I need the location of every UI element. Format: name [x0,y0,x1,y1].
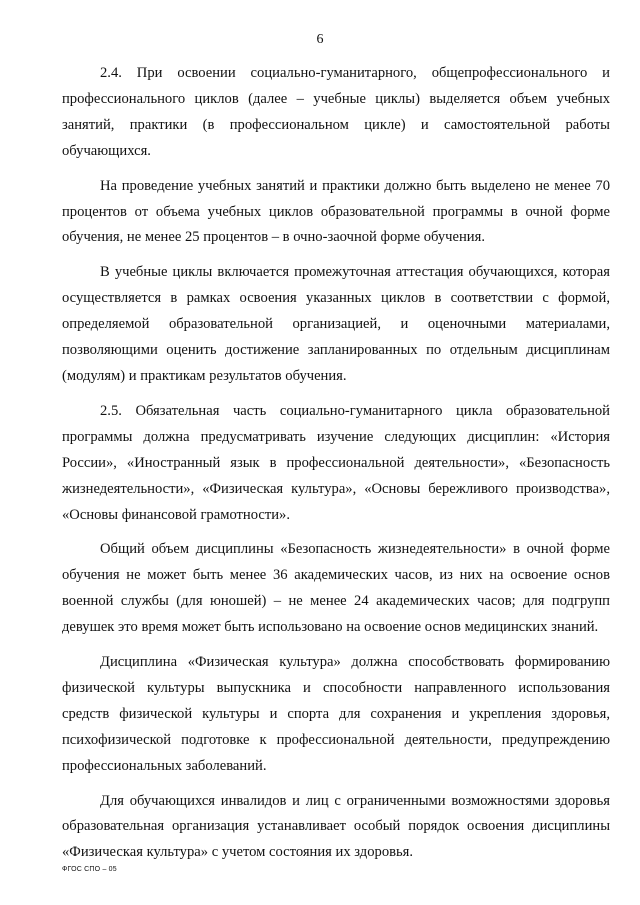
paragraph-2-5: 2.5. Обязательная часть социально-гуманитарного цикла образовательной программы должна предусматривать изучение следующих дисциплин: «История России», «Иностранный язык в профессиональной деятельности», «Безопасность жизнедеятельности», «Физическая культура», «Основы бережливого производства», «Основы финансовой грамотности». [62,402,610,523]
document-footer-code: ФГОС СПО – 05 [62,866,117,873]
page-number: 6 [316,32,324,47]
paragraph-life-safety: Общий объем дисциплины «Безопасность жизнедеятельности» в очной форме обучения не может быть менее 36 академических часов, из них на освоение основ военной службы (для юношей) – не менее 24 академических часов; для подгрупп девушек это время может быть использовано на освоение основ медицинских знаний. [62,541,610,636]
paragraph-training-hours: На проведение учебных занятий и практики должно быть выделено не менее 70 процентов от объема учебных циклов образовательной программы в очной форме обучения, не менее 25 процентов – в очно-заочной форме обучения. [62,177,610,246]
document-body [62,61,610,866]
paragraph-2-4: 2.4. При освоении социально-гуманитарного, общепрофессионального и профессионального циклов (далее – учебные циклы) выделяется объем учебных занятий, практики (в профессиональном цикле) и самостоятельной работы обучающихся. [62,65,610,159]
paragraph-intermediate-assessment: В учебные циклы включается промежуточная аттестация обучающихся, которая осуществляется в рамках освоения указанных циклов в соответствии с формой, определяемой образовательной организацией, и оценочными материалами, позволяющими оценить достижение запланированных по отдельным дисциплинам (модулям) и практикам результатов обучения. [62,264,610,384]
paragraph-disabled-students: Для обучающихся инвалидов и лиц с ограниченными возможностями здоровья образовательная организация устанавливает особый порядок освоения дисциплины «Физическая культура» с учетом состояния их здоровья. [62,792,610,861]
paragraph-physical-culture: Дисциплина «Физическая культура» должна способствовать формированию физической культуры выпускника и способности направленного использования средств физической культуры и спорта для сохранения и укрепления здоровья, психофизической подготовке к профессиональной деятельности, предупреждению профессиональных заболеваний. [62,654,610,774]
